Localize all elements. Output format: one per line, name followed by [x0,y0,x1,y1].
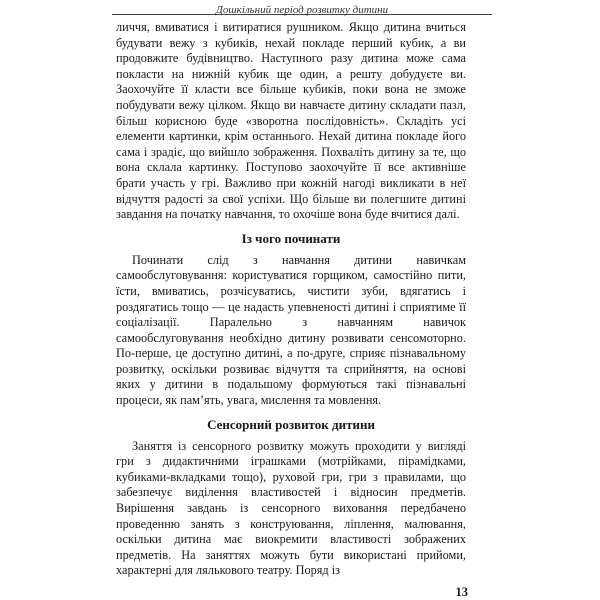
running-header [112,0,492,15]
page-number: 13 [455,585,468,599]
body-paragraph: Заняття із сенсорного розвитку можуть проходити у вигляді гри з дидактичними іграшками (мотрійками, пірамідками, кубиками-вкладками тощо), руховой гри, гри з правилами, що забезпечує виділення властивостей і відносин предметів. Вирішення завдань із сенсорного виховання передбачено проведенню занять з конструювання, ліплення, малювання, оскільки дитина має виокремити властивості зображених предметів. На заняттях можуть бути використані прийоми, характерні для лялькового театру. Поряд із [116,438,466,578]
running-header-title: Дошкільний період розвитку дитини [215,4,389,16]
body-paragraph: Починати слід з навчання дитини навичкам самообслуговування: користуватися горщиком, самостійно пити, їсти, вмиватись, розчісуватись, чистити зуби, вдягатись і роздягатись тощо — це надасть упевненості дитині і сприятиме її соціалізації. Паралельно з навчанням навичок самообслуговування необхідно дитину розвивати сенсомоторно. По-перше, це доступно дитині, а по-друге, сприяє пізнавальному розвитку, оскільки розвиває відчуття та сприйняття, на основі яких у дитини в подальшому формуються такі пізнавальні процеси, як пам’ять, увага, мислення та мовлення. [116,252,466,408]
body-paragraph: личчя, вмиватися і витиратися рушником. Якщо дитина вчиться будувати вежу з кубиків, нехай покладе перший кубик, а ви продовжите будівництво. Наступного разу дитина може сама покласти на нижній кубик ще один, а решту добудуєте ви. Заохочуйте її класти все більше кубиків, поки вона не зможе побудувати вежу цілком. Якщо ви навчаєте дитину складати пазл, більш корисною буде «зворотна послідовність». Складіть усі елементи картинки, крім останнього. Нехай дитина покладе його сама і зрадіє, що вийшло зображення. Похваліть дитину за те, що вона склала картинку. Поступово заохочуйте її все активніше брати участь у грі. Важливо при кожній нагоді викликати в неї відчуття радості за свої успіхи. Що більше ви полегшите дитині завдання на початку навчання, то охочіше вона буде вчитися далі. [116,20,466,222]
section-heading: Із чого починати [241,230,341,246]
page-body [116,20,466,579]
section-heading: Сенсорний розвиток дитини [207,416,375,432]
